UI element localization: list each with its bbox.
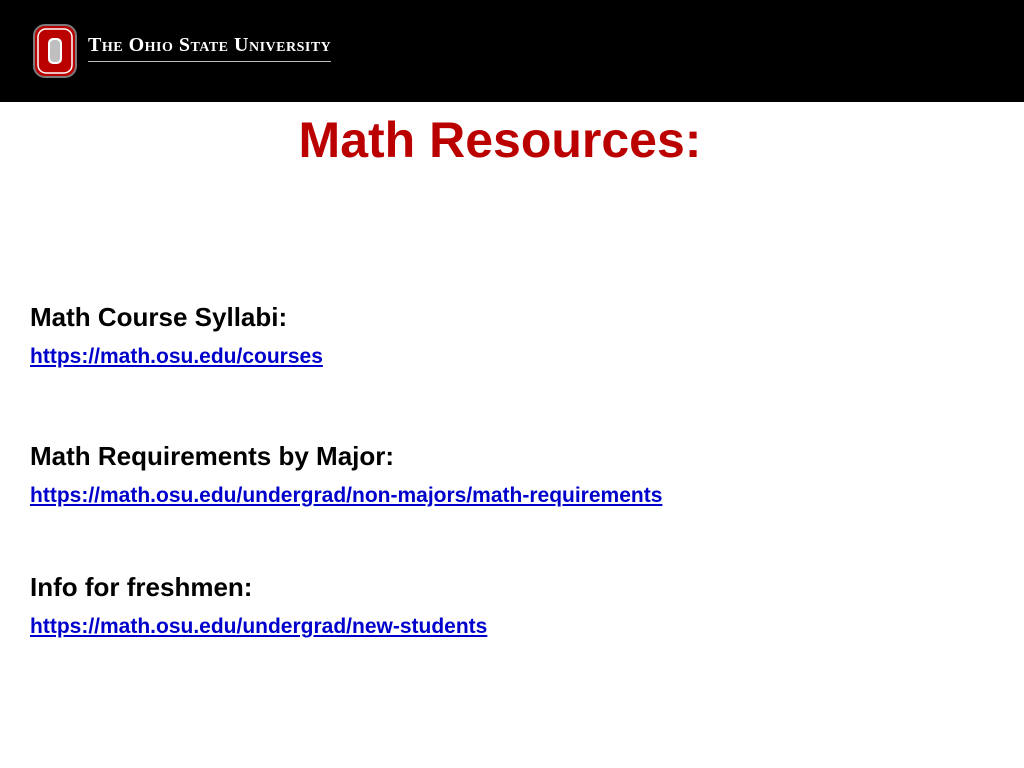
university-name: The Ohio State University [88,34,331,62]
section-heading: Info for freshmen: [30,572,253,602]
block-o-logo-icon [33,24,77,78]
section-heading: Math Requirements by Major: [30,441,395,471]
section-course-syllabi [30,300,323,370]
section-heading: Math Course Syllabi: [30,302,288,332]
course-syllabi-link[interactable]: https://math.osu.edu/courses [30,345,323,368]
math-requirements-link[interactable]: https://math.osu.edu/undergrad/non-majors/math-requirements [30,484,663,507]
section-freshmen-info [30,570,487,640]
section-math-requirements [30,439,662,509]
header-bar [0,0,1024,102]
slide-title: Math Resources: [298,112,702,168]
new-students-link[interactable]: https://math.osu.edu/undergrad/new-students [30,615,488,638]
